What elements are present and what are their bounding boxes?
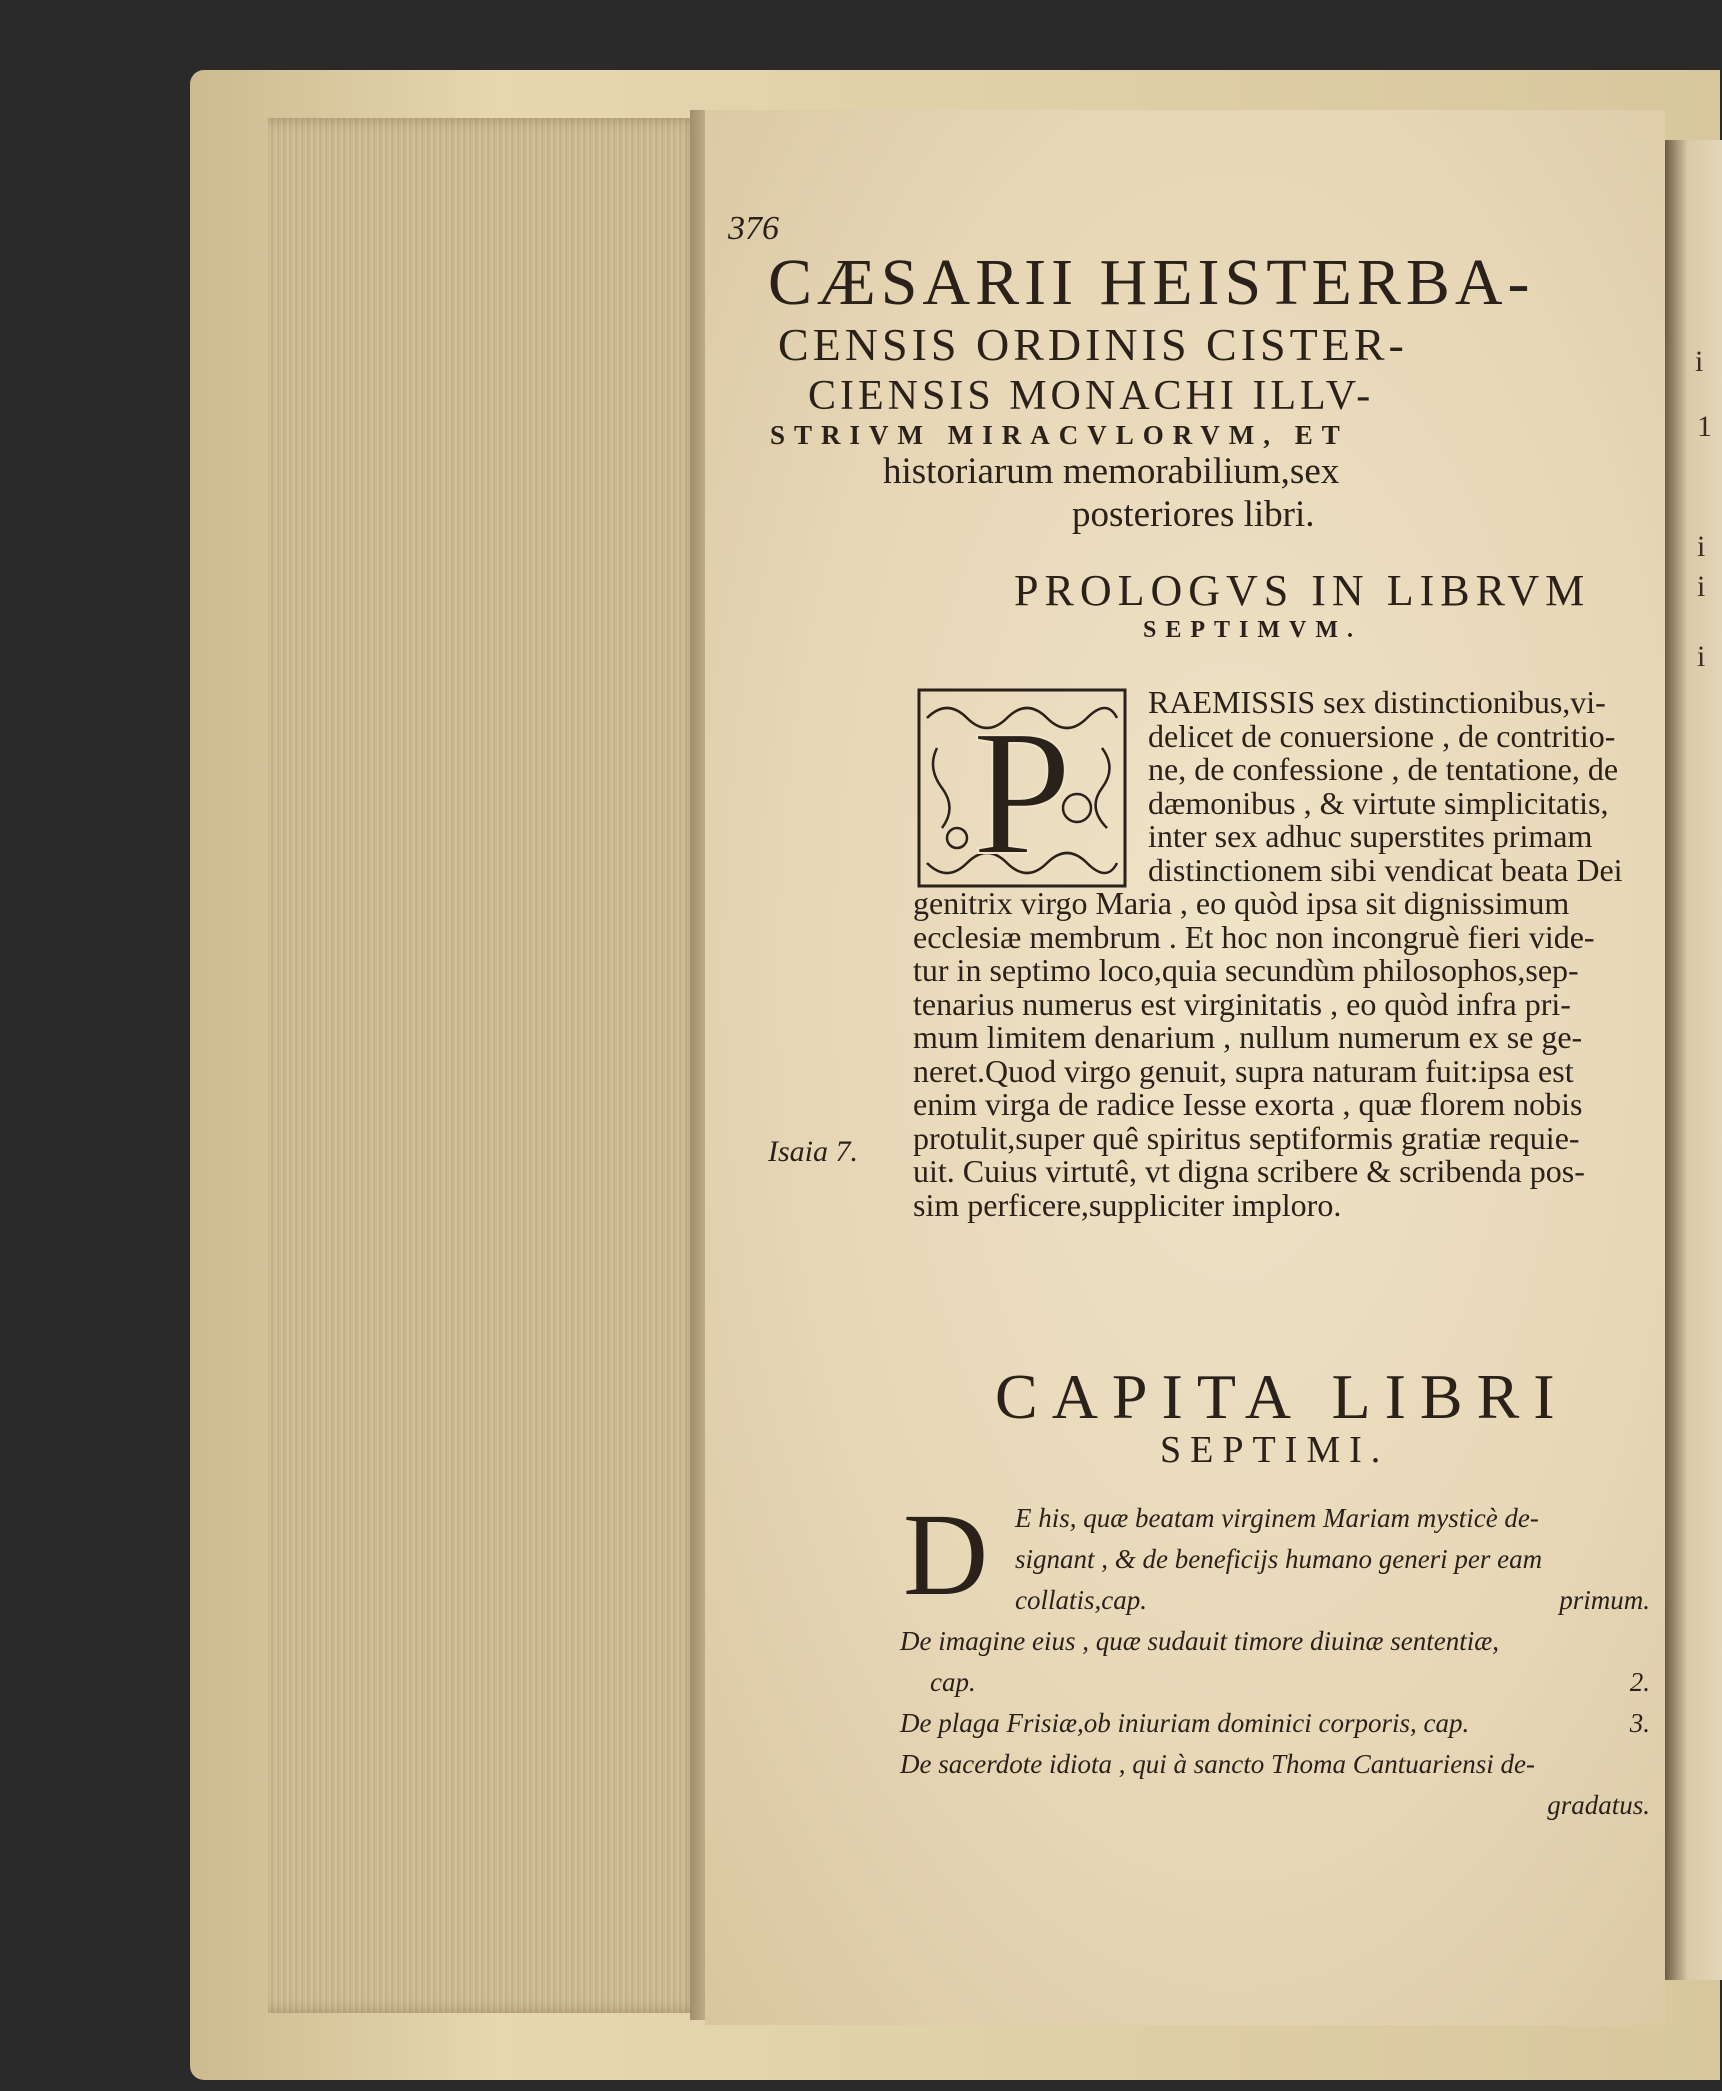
facing-page-stub: i [1695,345,1704,378]
toc-row [900,1703,1650,1744]
title-line-6: posteriores libri. [1072,494,1315,535]
toc-row-number: gradatus. [1547,1790,1650,1820]
toc-drop-cap: D [903,1489,989,1620]
title-line-5: historiarum memorabilium,sex [883,451,1340,492]
drop-cap-letter: P [971,693,1073,888]
capita-heading: CAPITA LIBRI [995,1361,1569,1432]
prologue-line: ne, de confessione , de tentatione, de [1148,751,1619,787]
toc-row-text: cap. [930,1667,976,1697]
facing-page-stub: i [1697,570,1706,603]
prologue-line: tur in septimo loco,quia secundùm philosophos,sep- [913,952,1579,988]
chapter-list [900,1489,1650,1820]
prologue-line: genitrix virgo Maria , eo quòd ipsa sit dignissimum [913,885,1570,921]
toc-row [900,1580,1650,1621]
prologue-text [913,686,1658,1222]
page-edges [268,118,702,2013]
toc-row-text: collatis,cap. [1015,1585,1147,1615]
toc-row-text: De sacerdote idiota , qui à sancto Thoma Cantuariensi de- [900,1749,1535,1779]
prologue-line: RAEMISSIS sex distinctionibus,vi- [1148,684,1606,720]
facing-page-edge [1665,140,1722,1980]
prologue-line: uit. Cuius virtutê, vt digna scribere & scribenda pos- [913,1153,1585,1189]
title-line-4: STRIVM MIRACVLORVM, ET [770,420,1349,450]
prologue-line: ecclesiæ membrum . Et hoc non incongruè fieri vide- [913,918,1595,955]
toc-row-text: De imagine eius , quæ sudauit timore diuinæ sententiæ, [900,1626,1499,1656]
toc-row-number: 3. [1629,1708,1650,1738]
prologue-line: tenarius numerus est virginitatis , eo quòd infra pri- [913,985,1571,1022]
prologue-line: delicet de conuersione , de contritio- [1148,717,1616,754]
prologue-line: distinctionem sibi vendicat beata Dei [1148,851,1623,888]
prologue-line: neret.Quod virgo genuit, supra naturam fuit:ipsa est [913,1052,1574,1089]
prologue-line: enim virga de radice Iesse exorta , quæ florem nobis [913,1086,1583,1122]
margin-note: Isaia 7. [768,1135,858,1168]
toc-row [900,1744,1650,1785]
toc-row [900,1498,1650,1539]
toc-row-number: primum. [1559,1585,1650,1615]
facing-page-stub: i [1697,640,1706,673]
prologue-line: dæmonibus , & virtute simplicitatis, [1148,784,1609,821]
toc-row-text: signant , & de beneficijs humano generi per eam [1015,1544,1543,1574]
facing-page-stub: 1 [1697,410,1712,443]
prologue-subheading: SEPTIMVM. [1143,617,1362,643]
prologue-line: mum limitem denarium , nullum numerum ex se ge- [913,1019,1583,1055]
toc-row [900,1662,1650,1703]
page-number: 376 [728,210,779,247]
toc-row-number: 2. [1629,1667,1650,1697]
prologue-heading: PROLOGVS IN LIBRVM [1014,566,1591,615]
toc-row [900,1539,1650,1580]
title-line-2: CENSIS ORDINIS CISTER- [778,319,1408,370]
prologue-line: sim perficere,suppliciter imploro. [913,1186,1342,1223]
title-line-1: CÆSARII HEISTERBA- [768,246,1535,319]
title-line-3: CIENSIS MONACHI ILLV- [808,373,1375,419]
toc-row-text: E his, quæ beatam virginem Mariam mysticè de- [1015,1503,1539,1533]
capita-subheading: SEPTIMI. [1160,1429,1390,1471]
prologue-line: protulit,super quê spiritus septiformis gratiæ requie- [913,1119,1580,1156]
facing-page-stub: i [1697,530,1706,563]
prologue-line: inter sex adhuc superstites primam [1148,818,1593,854]
toc-row [900,1621,1650,1662]
toc-row-text: De plaga Frisiæ,ob iniuriam dominici corporis, cap. [900,1708,1470,1738]
